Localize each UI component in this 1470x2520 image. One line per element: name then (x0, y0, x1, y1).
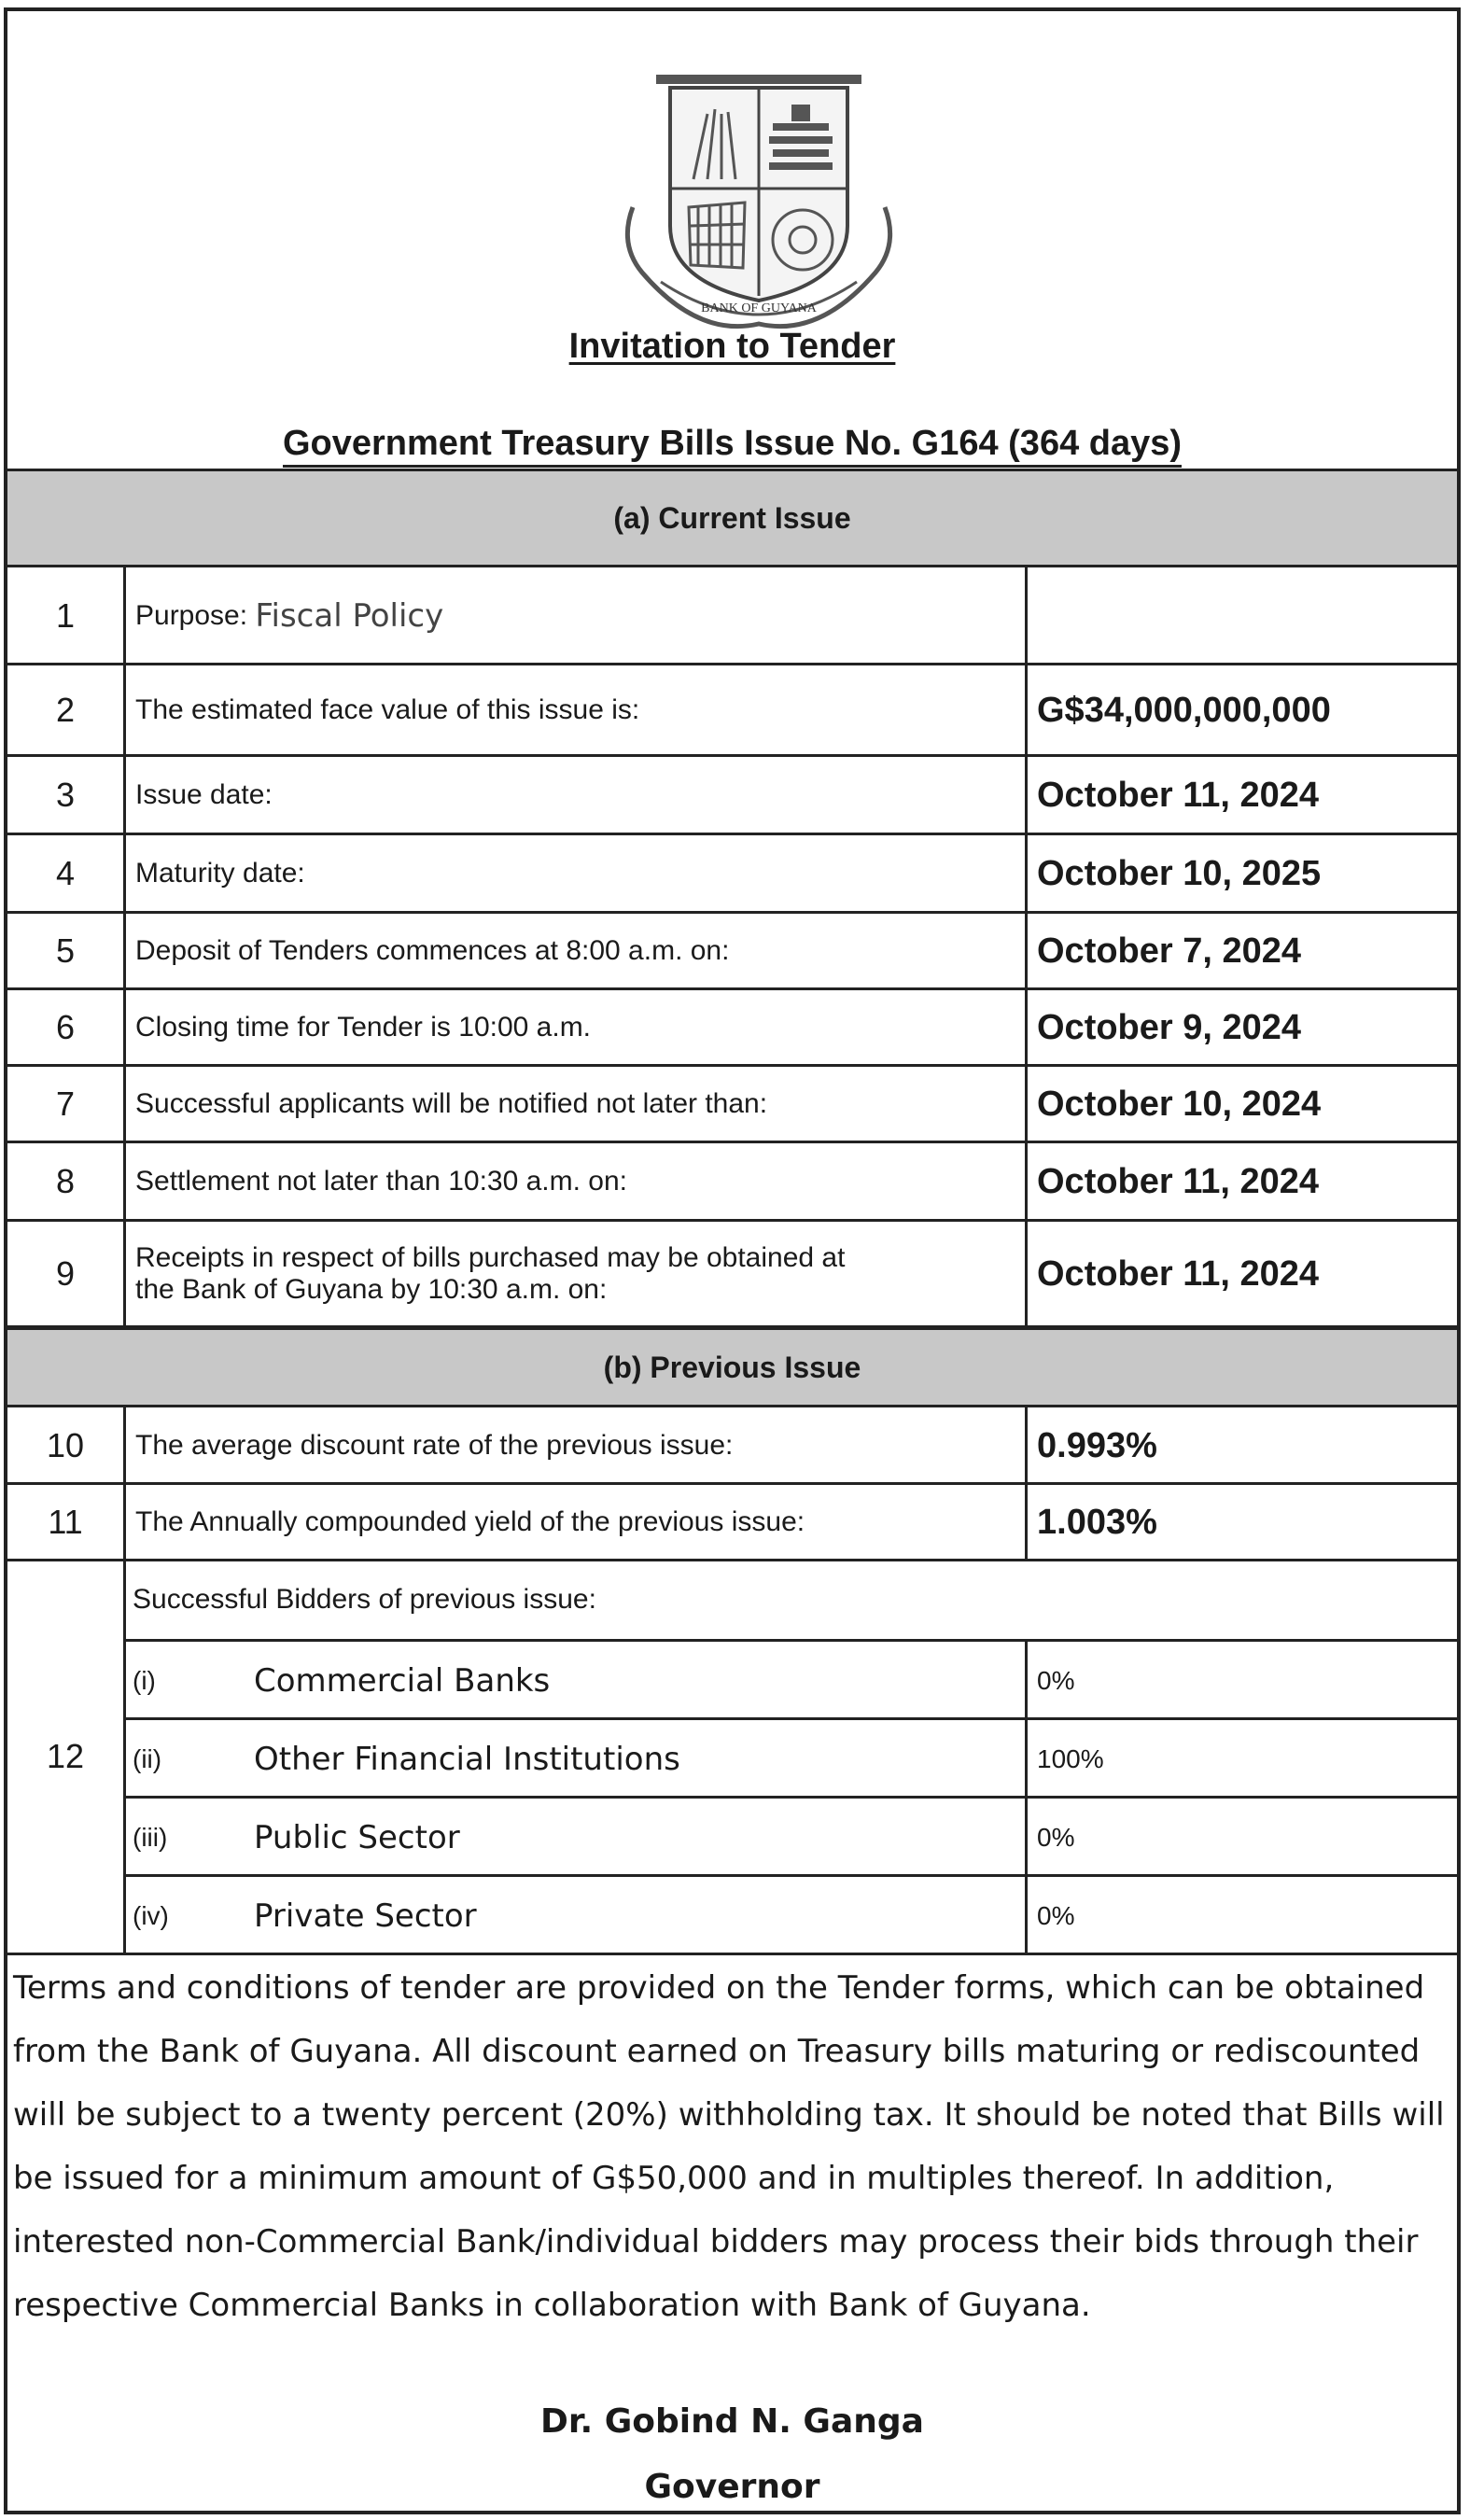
terms-paragraph: Terms and conditions of tender are provided on the Tender forms, which can be obtained from the Bank of Guyana. All discount earned on Treasury bills maturing or rediscounted will be subject to a twenty percent (20%) withholding tax. It should be noted that Bills will be issued for a minimum amount of G$50,000 and in multiples thereof. In addition, interested non-Commercial Bank/individual bidders may process their bids through their respective Commercial Banks in collaboration with Bank of Guyana. (13, 1969, 1445, 2324)
previous-issue-row (7, 1484, 1457, 1561)
row-number: 8 (55, 1162, 76, 1200)
bidder-index: (ii) (133, 1744, 162, 1773)
bidder-category: Private Sector (254, 1897, 477, 1935)
bidder-row (123, 1639, 1457, 1720)
row-number: 11 (48, 1503, 83, 1541)
row-label: Deposit of Tenders commences at 8:00 a.m. on: (135, 935, 730, 966)
row-number: 9 (55, 1254, 76, 1293)
bidder-index: (iv) (133, 1901, 169, 1930)
svg-text:BANK OF GUYANA: BANK OF GUYANA (701, 301, 817, 315)
bidder-row (123, 1874, 1457, 1955)
bidder-index: (i) (133, 1666, 156, 1695)
previous-issue-header: (b) Previous Issue (7, 1330, 1457, 1405)
tender-notice (4, 7, 1461, 2514)
current-issue-row (7, 834, 1457, 913)
bidder-share: 100% (1025, 1720, 1457, 1799)
row-value: October 10, 2025 (1025, 834, 1457, 913)
row-label: Purpose: (135, 600, 248, 631)
issue-subtitle: Government Treasury Bills Issue No. G164 (364 days) (7, 424, 1457, 464)
row-label: Successful applicants will be notified not later than: (135, 1088, 768, 1119)
row-label: Issue date: (135, 779, 273, 810)
row-value: October 11, 2024 (1025, 1221, 1457, 1327)
row-value: October 11, 2024 (1025, 756, 1457, 834)
current-issue-row (7, 567, 1457, 665)
row-label: The estimated face value of this issue is: (135, 694, 640, 725)
bidder-row (123, 1717, 1457, 1799)
row-value: October 11, 2024 (1025, 1142, 1457, 1221)
row-number: 6 (55, 1008, 76, 1046)
bank-crest-logo (605, 67, 913, 338)
signatory-name: Dr. Gobind N. Ganga (540, 2402, 924, 2441)
bidder-share: 0% (1025, 1877, 1457, 1955)
bidder-share: 0% (1025, 1799, 1457, 1877)
row-number: 10 (46, 1426, 85, 1464)
current-issue-row (7, 1066, 1457, 1142)
bidder-index: (iii) (133, 1823, 168, 1852)
current-issue-row (7, 913, 1457, 989)
row-value (1025, 567, 1457, 665)
bidder-category: Commercial Banks (254, 1662, 551, 1700)
bidders-block (7, 1561, 1457, 1953)
current-issue-row (7, 756, 1457, 834)
row-value: 0.993% (1025, 1407, 1457, 1484)
row-number: 2 (55, 691, 76, 729)
current-issue-row (7, 665, 1457, 756)
row-number: 1 (55, 596, 76, 635)
previous-issue-row (7, 1407, 1457, 1484)
row-label: The average discount rate of the previous issue: (135, 1430, 734, 1461)
row-number: 4 (55, 854, 76, 892)
bidder-category: Public Sector (254, 1819, 460, 1856)
row-value: 1.003% (1025, 1484, 1457, 1561)
row-value: October 10, 2024 (1025, 1066, 1457, 1142)
signatory-title: Governor (644, 2468, 820, 2506)
row-label: The Annually compounded yield of the previous issue: (135, 1506, 805, 1537)
bidder-row (123, 1796, 1457, 1877)
current-issue-row (7, 1221, 1457, 1327)
row-value: October 7, 2024 (1025, 913, 1457, 989)
bidders-heading: Successful Bidders of previous issue: (133, 1584, 596, 1615)
row-label: Maturity date: (135, 858, 305, 889)
row-number: 5 (55, 931, 76, 970)
bidder-share: 0% (1025, 1642, 1457, 1720)
row-number: 12 (46, 1737, 85, 1775)
purpose-value: Fiscal Policy (255, 597, 444, 635)
page-title: Invitation to Tender (568, 327, 896, 366)
row-number: 7 (55, 1085, 76, 1123)
bidder-category: Other Financial Institutions (254, 1741, 680, 1778)
current-issue-row (7, 989, 1457, 1066)
current-issue-header: (a) Current Issue (7, 471, 1457, 565)
row-label: Closing time for Tender is 10:00 a.m. (135, 1012, 592, 1043)
row-value: October 9, 2024 (1025, 989, 1457, 1066)
current-issue-row (7, 1142, 1457, 1221)
row-label: Receipts in respect of bills purchased may be obtained at (135, 1242, 846, 1273)
row-label: Settlement not later than 10:30 a.m. on: (135, 1166, 627, 1197)
row-label-cont: the Bank of Guyana by 10:30 a.m. on: (135, 1274, 608, 1305)
row-number: 3 (55, 776, 76, 814)
row-value: G$34,000,000,000 (1025, 665, 1457, 756)
